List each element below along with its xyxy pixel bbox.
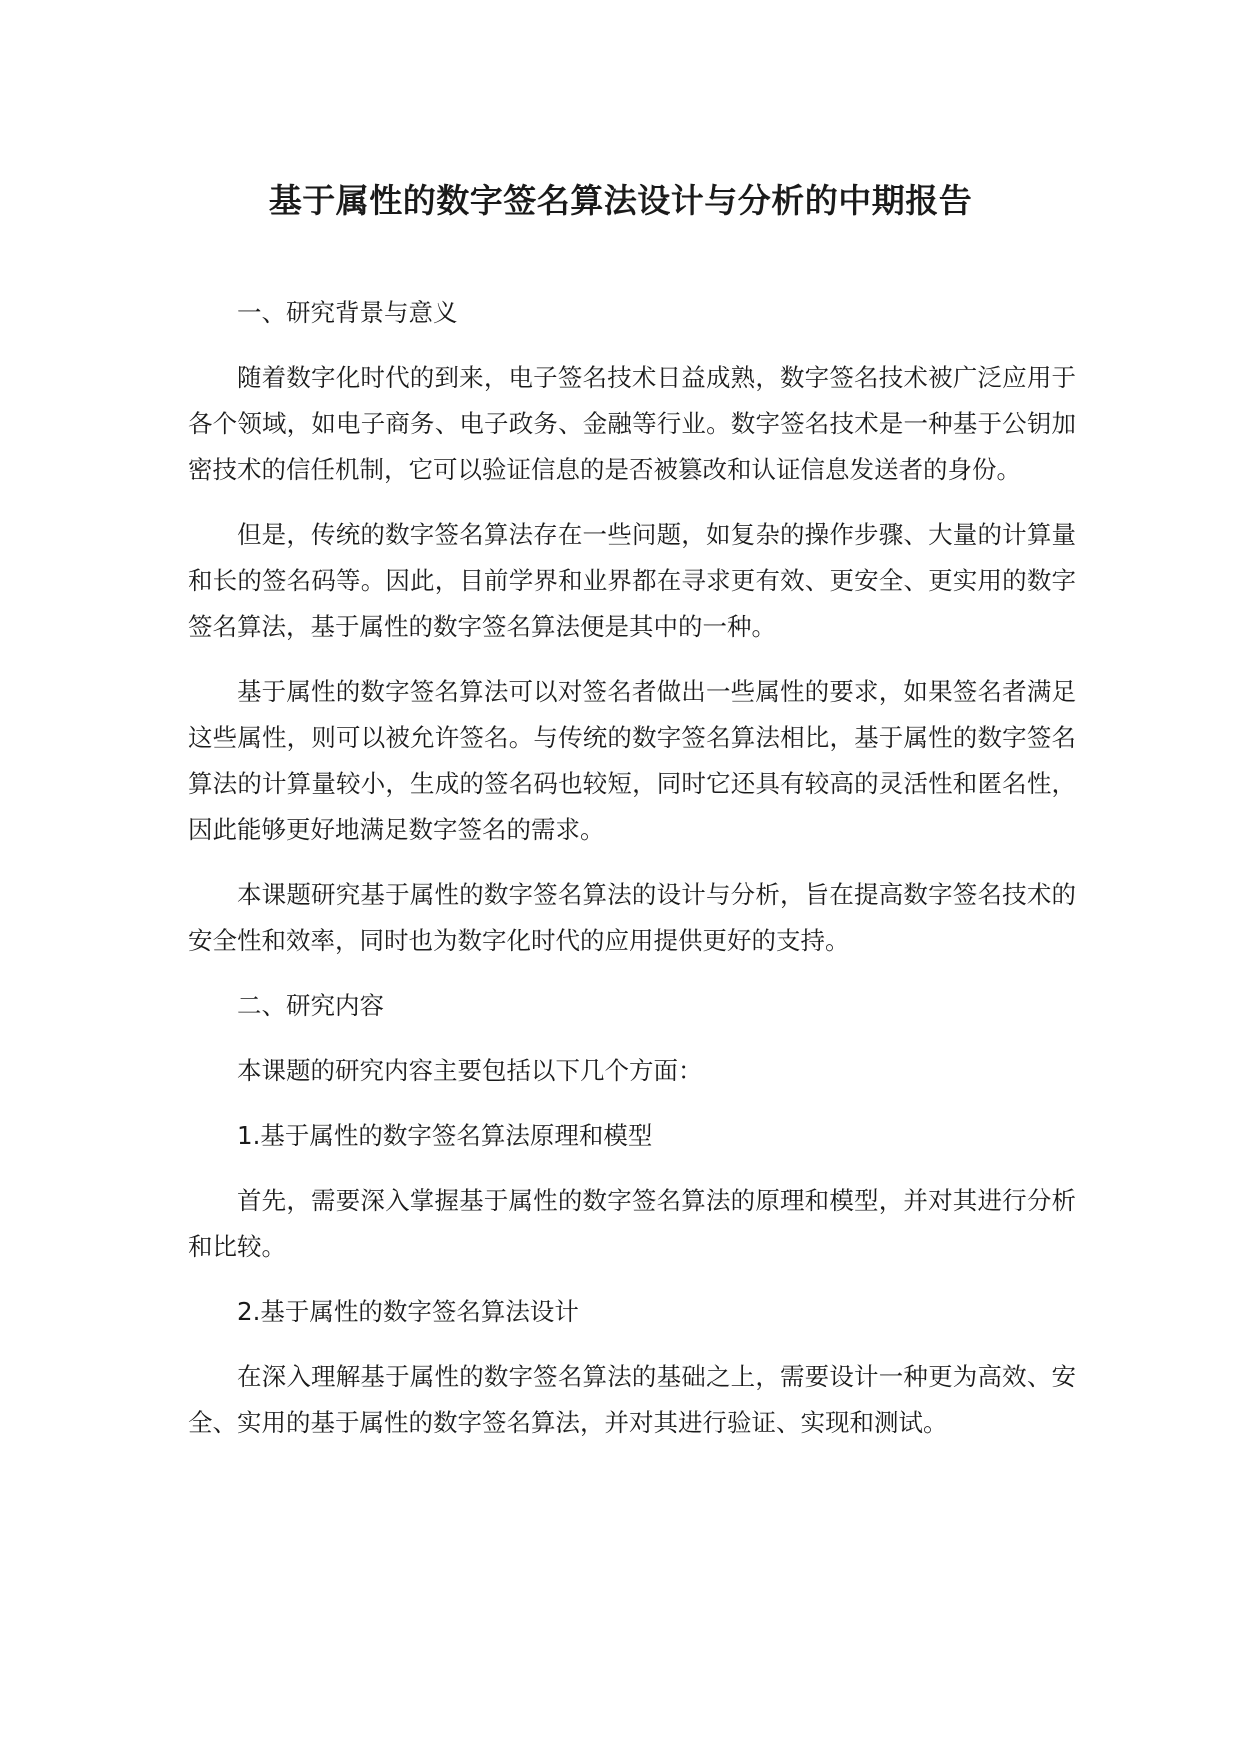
section-heading-content: 二、研究内容 — [237, 991, 384, 1020]
section-heading-background: 一、研究背景与意义 — [237, 298, 458, 327]
paragraph-content-intro: 本课题的研究内容主要包括以下几个方面： — [237, 1056, 703, 1085]
subheading-item-2: 2.基于属性的数字签名算法设计 — [237, 1297, 579, 1326]
paragraph-background-3: 基于属性的数字签名算法可以对签名者做出一些属性的要求，如果签名者满足这些属性，则可以被允许签名。与传统的数字签名算法相比，基于属性的数字签名算法的计算量较小，生成的签名码也较短，同时它还具有较高的灵活性和匿名性，因此能够更好地满足数字签名的需求。 — [188, 677, 1076, 844]
subheading-item-1: 1.基于属性的数字签名算法原理和模型 — [237, 1121, 653, 1150]
paragraph-background-2: 但是，传统的数字签名算法存在一些问题，如复杂的操作步骤、大量的计算量和长的签名码等。因此，目前学界和业界都在寻求更有效、更安全、更实用的数字签名算法，基于属性的数字签名算法便是其中的一种。 — [188, 520, 1076, 641]
paragraph-background-1: 随着数字化时代的到来，电子签名技术日益成熟，数字签名技术被广泛应用于各个领域，如电子商务、电子政务、金融等行业。数字签名技术是一种基于公钥加密技术的信任机制，它可以验证信息的是否被篡改和认证信息发送者的身份。 — [188, 363, 1076, 484]
paragraph-item-2: 在深入理解基于属性的数字签名算法的基础之上，需要设计一种更为高效、安全、实用的基于属性的数字签名算法，并对其进行验证、实现和测试。 — [188, 1362, 1076, 1437]
document-title: 基于属性的数字签名算法设计与分析的中期报告 — [268, 181, 973, 220]
paragraph-item-1: 首先，需要深入掌握基于属性的数字签名算法的原理和模型，并对其进行分析和比较。 — [188, 1186, 1076, 1261]
document-body — [188, 290, 1076, 1446]
paragraph-background-4: 本课题研究基于属性的数字签名算法的设计与分析，旨在提高数字签名技术的安全性和效率，同时也为数字化时代的应用提供更好的支持。 — [188, 880, 1076, 955]
